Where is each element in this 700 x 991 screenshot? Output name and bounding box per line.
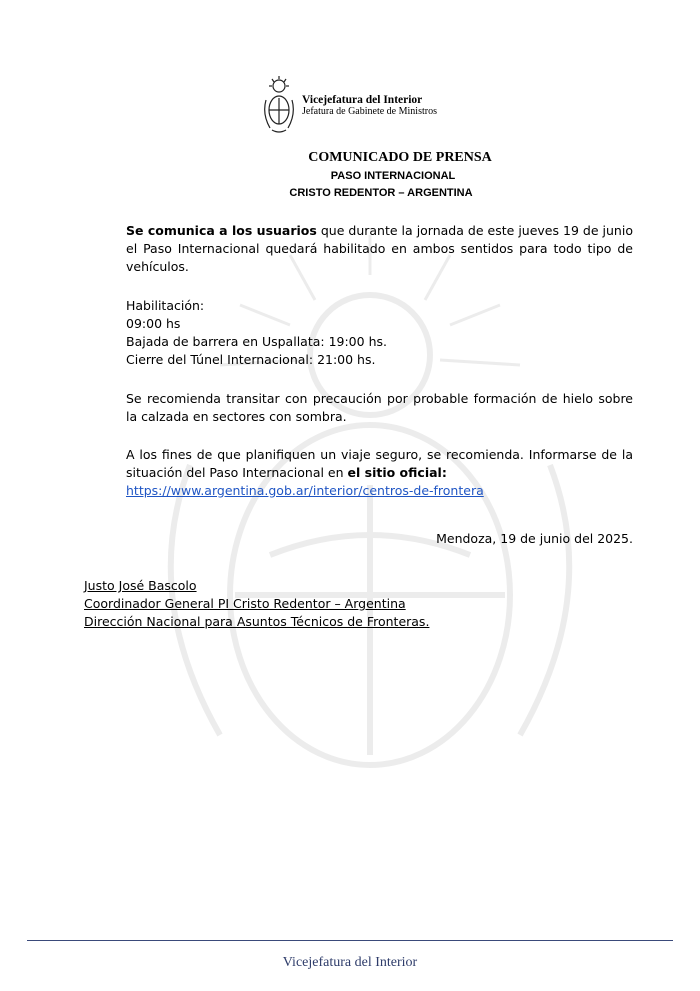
signature-block (84, 577, 429, 631)
paragraph-announcement (126, 222, 633, 276)
press-release-title: COMUNICADO DE PRENSA (308, 150, 492, 165)
schedule-barrier-time: Bajada de barrera en Uspallata: 19:00 hs. (126, 334, 387, 349)
signatory-name: Justo José Bascolo (84, 578, 197, 593)
announcement-lead: Se comunica a los usuarios (126, 223, 317, 238)
signatory-role: Coordinador General PI Cristo Redentor – Argentina (84, 596, 406, 611)
date-line: Mendoza, 19 de junio del 2025. (436, 531, 633, 546)
paragraph-official-site (126, 446, 633, 500)
announcement-text: que durante la jornada de este jueves 19 de junio el Paso Internacional quedará habilitado en ambos sentidos para todo tipo de vehículos. (126, 223, 633, 274)
schedule-label: Habilitación: (126, 298, 205, 313)
footer-org-name: Vicejefatura del Interior (282, 955, 418, 970)
header-org-name: Vicejefatura del Interior (302, 94, 423, 106)
national-coat-of-arms-icon (262, 74, 296, 136)
official-site-link[interactable]: https://www.argentina.gob.ar/interior/centros-de-frontera (126, 483, 484, 498)
signatory-office: Dirección Nacional para Asuntos Técnicos de Fronteras. (84, 614, 430, 629)
footer-divider (27, 940, 673, 941)
paragraph-recommendation: Se recomienda transitar con precaución por probable formación de hielo sobre la calzada en sectores con sombra. (126, 391, 633, 424)
schedule-tunnel-closing: Cierre del Túnel Internacional: 21:00 hs. (126, 352, 376, 367)
press-release-subtitle: PASO INTERNACIONAL (330, 170, 456, 182)
header-org-sub: Jefatura de Gabinete de Ministros (302, 106, 437, 117)
official-site-label: el sitio oficial: (347, 465, 447, 480)
press-release-subtitle-2: CRISTO REDENTOR – ARGENTINA (289, 187, 473, 199)
schedule-block (126, 297, 633, 369)
official-site-text: A los fines de que planifiquen un viaje seguro, se recomienda. Informarse de la situación del Paso Internacional en (126, 447, 633, 480)
header-org (302, 94, 437, 118)
schedule-opening-time: 09:00 hs (126, 316, 181, 331)
